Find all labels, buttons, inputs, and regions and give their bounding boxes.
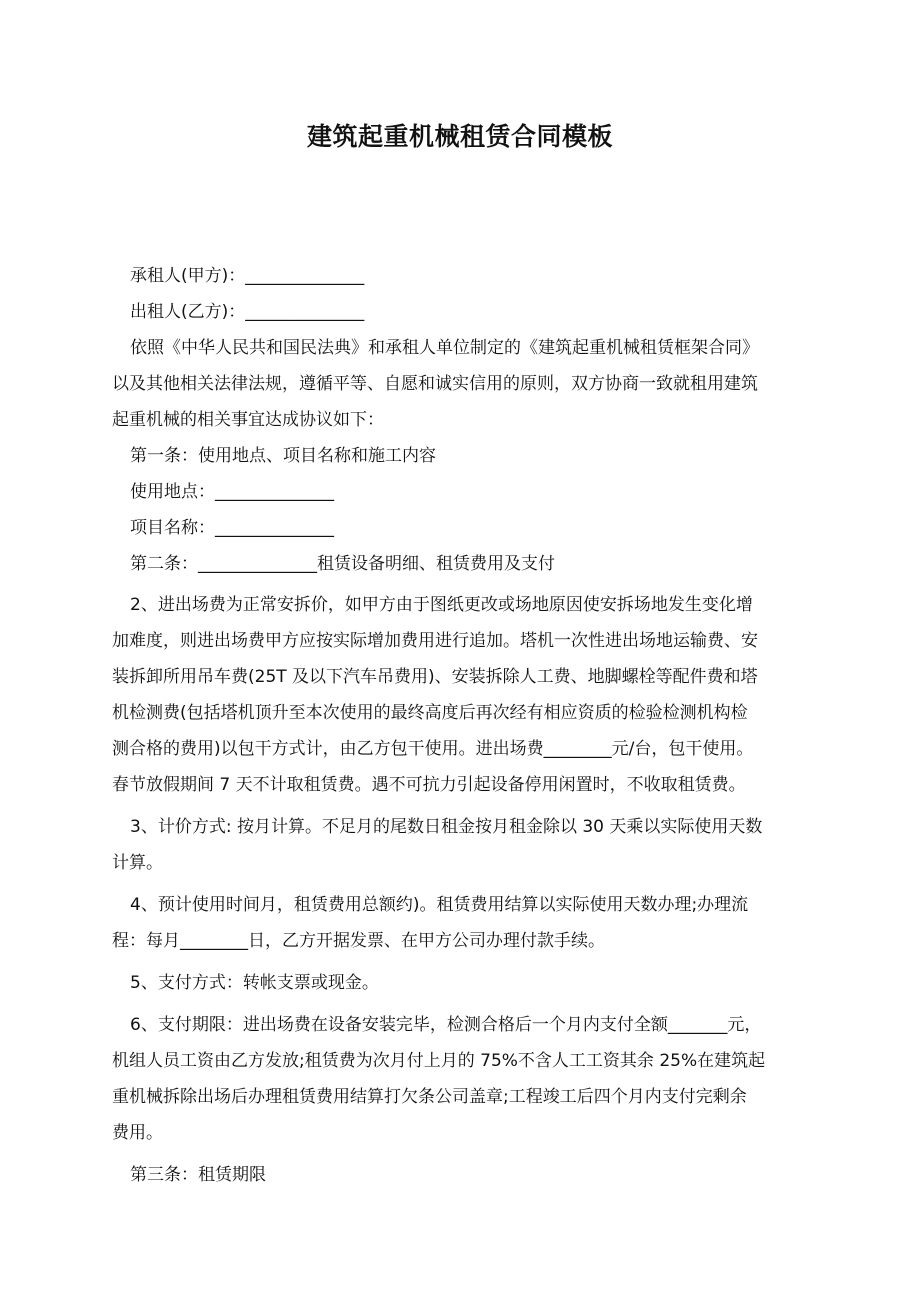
- clause-2-line-3: 装拆卸所用吊车费(25T 及以下汽车吊费用)、安装拆除人工费、地脚螺栓等配件费和塔: [112, 667, 758, 687]
- clause-3-line-2: 计算。: [112, 853, 163, 873]
- project-name-line: 项目名称：______________: [130, 518, 334, 538]
- clause-2-line-1: 2、进出场费为正常安拆价，如甲方由于图纸更改或场地原因使安拆场地发生变化增: [130, 595, 753, 615]
- document-title: 建筑起重机械租赁合同模板: [306, 122, 613, 151]
- clause-6-line-4: 费用。: [112, 1123, 163, 1143]
- clause-2-line-6: 春节放假期间 7 天不计取租赁费。遇不可抗力引起设备停用闲置时，不收取租赁费。: [112, 775, 746, 795]
- clause-6-line-1: 6、支付期限：进出场费在设备安装完毕，检测合格后一个月内支付全额_______元，: [130, 1015, 762, 1035]
- lessor-line: 出租人(乙方)：______________: [130, 302, 365, 322]
- clause-4-line-2: 程：每月________日，乙方开据发票、在甲方公司办理付款手续。: [112, 931, 605, 951]
- basis-paragraph-line-1: 依照《中华人民共和国民法典》和承租人单位制定的《建筑起重机械租赁框架合同》: [130, 338, 759, 358]
- clause-3-line-1: 3、计价方式: 按月计算。不足月的尾数日租金按月租金除以 30 天乘以实际使用天数: [130, 817, 763, 837]
- article-one-heading: 第一条：使用地点、项目名称和施工内容: [130, 446, 436, 466]
- article-two-heading: 第二条：______________租赁设备明细、租赁费用及支付: [130, 554, 555, 574]
- clause-5-line: 5、支付方式：转帐支票或现金。: [130, 973, 379, 993]
- basis-paragraph-line-3: 起重机械的相关事宜达成协议如下：: [112, 410, 384, 430]
- clause-6-line-3: 重机械拆除出场后办理租赁费用结算打欠条公司盖章;工程竣工后四个月内支付完剩余: [112, 1087, 747, 1107]
- usage-location-line: 使用地点：______________: [130, 482, 334, 502]
- clause-2-line-5: 测合格的费用)以包干方式计，由乙方包干使用。进出场费________元/台，包干使用。: [112, 739, 754, 759]
- basis-paragraph-line-2: 以及其他相关法律法规，遵循平等、自愿和诚实信用的原则，双方协商一致就租用建筑: [112, 374, 758, 394]
- article-three-heading: 第三条：租赁期限: [130, 1165, 266, 1185]
- clause-4-line-1: 4、预计使用时间月，租赁费用总额约)。租赁费用结算以实际使用天数办理;办理流: [130, 895, 749, 915]
- document-body: [112, 258, 812, 1193]
- clause-6-line-2: 机组人员工资由乙方发放;租赁费为次月付上月的 75%不含人工工资其余 25%在建筑起: [112, 1051, 766, 1071]
- clause-2-line-4: 机检测费(包括塔机顶升至本次使用的最终高度后再次经有相应资质的检验检测机构检: [112, 703, 748, 723]
- lessee-line: 承租人(甲方)：______________: [130, 266, 365, 286]
- clause-2-line-2: 加难度，则进出场费甲方应按实际增加费用进行追加。塔机一次性进出场地运输费、安: [112, 631, 758, 651]
